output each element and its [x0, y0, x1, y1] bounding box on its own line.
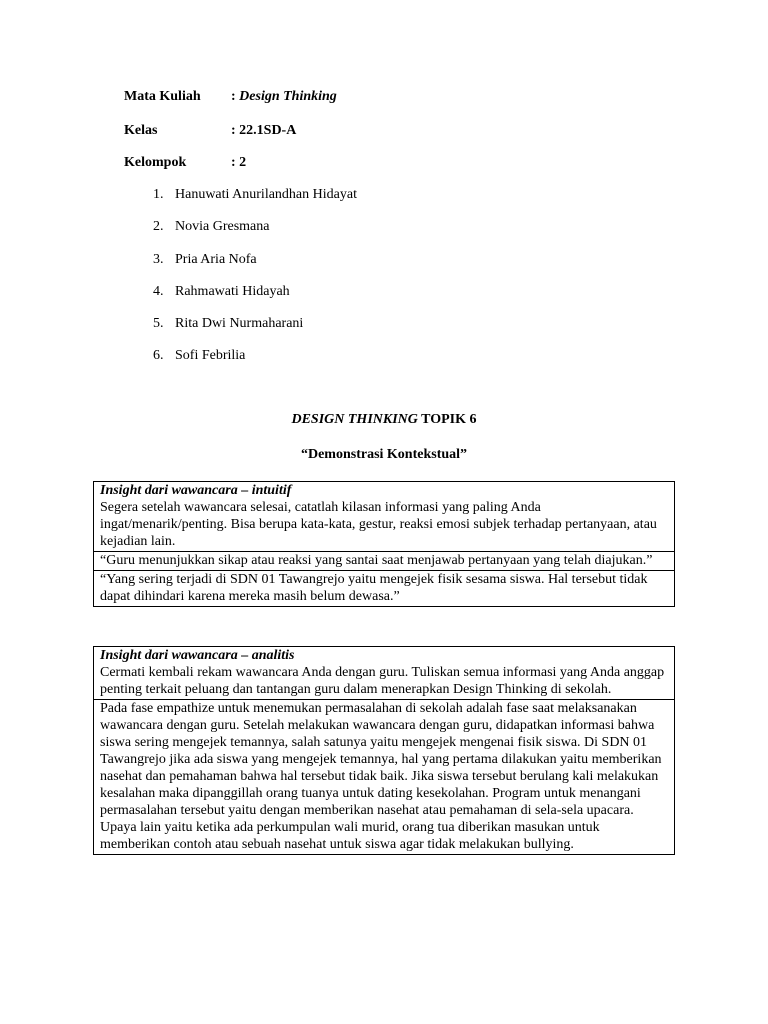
table-row: [94, 571, 675, 607]
insight-intuitif-instruction: Segera setelah wawancara selesai, catatlah kilasan informasi yang paling Anda ingat/menarik/penting. Bisa berupa kata-kata, gestur, reaksi emosi subjek terhadap pertanyaan, atau kejadian lain.: [100, 500, 657, 549]
list-item-number: 5.: [153, 316, 164, 331]
page-title-italic: DESIGN THINKING: [291, 412, 418, 427]
page-title-rest: TOPIK 6: [417, 412, 477, 427]
insight-analitis-answer: Pada fase empathize untuk menemukan permasalahan di sekolah adalah fase saat melaksanakan wawancara dengan guru. Setelah melakukan wawancara dengan guru, didapatkan informasi bahwa siswa sering mengejek temannya, salah satunya yaitu mengejek mengenai fisik siswa. Di SDN 01 Tawangrejo jika ada siswa yang mengejek temannya, hal yang pertama dilakukan yaitu memberikan nasehat dan pemahaman bahwa hal tersebut tidak baik. Jika siswa tersebut berulang kali melakukan kesalahan maka dipanggillah orang tuanya untuk dating kesekolahan. Program untuk menangani permasalahan tersebut yaitu dengan memberikan nasehat atau pemahaman di sela-sela upacara. Upaya lain yaitu ketika ada perkumpulan wali murid, orang tua diberikan masukan untuk memberikan contoh atau sebuah nasehat untuk siswa agar tidak melakukan bullying.: [94, 700, 675, 855]
kelompok-value: : 2: [231, 155, 247, 170]
list-item: [153, 251, 257, 269]
insight-analitis-heading: Insight dari wawancara – analitis: [100, 648, 295, 663]
insight-analitis-header-cell: [94, 647, 675, 700]
kelompok-row: [124, 154, 246, 172]
insight-intuitif-answer-2: “Yang sering terjadi di SDN 01 Tawangrejo yaitu mengejek fisik sesama siswa. Hal tersebut tidak dapat dihindari karena mereka masih belum dewasa.”: [94, 571, 675, 607]
mata-kuliah-row: [124, 88, 337, 106]
table-row: [94, 482, 675, 552]
member-name: Pria Aria Nofa: [175, 252, 257, 267]
insight-intuitif-header-cell: [94, 482, 675, 552]
list-item: [153, 283, 290, 301]
kelas-label: Kelas: [124, 123, 158, 138]
insight-intuitif-answer-1: “Guru menunjukkan sikap atau reaksi yang santai saat menjawab pertanyaan yang telah diajukan.”: [94, 552, 675, 571]
list-item: [153, 218, 269, 236]
list-item-number: 1.: [153, 187, 164, 202]
table-row: [94, 700, 675, 855]
list-item-number: 6.: [153, 348, 164, 363]
insight-intuitif-table: [93, 481, 675, 607]
page-subtitle: “Demonstrasi Kontekstual”: [300, 447, 468, 462]
list-item: [153, 186, 357, 204]
list-item-number: 3.: [153, 252, 164, 267]
member-name: Rahmawati Hidayah: [175, 284, 290, 299]
list-item: [153, 347, 245, 365]
insight-analitis-table: [93, 646, 675, 855]
member-name: Hanuwati Anurilandhan Hidayat: [175, 187, 357, 202]
member-name: Novia Gresmana: [175, 219, 270, 234]
mata-kuliah-label: Mata Kuliah: [124, 89, 201, 104]
list-item: [153, 315, 303, 333]
table-row: [94, 647, 675, 700]
member-name: Sofi Febrilia: [175, 348, 246, 363]
kelas-value: : 22.1SD-A: [231, 123, 297, 138]
kelompok-label: Kelompok: [124, 155, 187, 170]
insight-intuitif-heading: Insight dari wawancara – intuitif: [100, 483, 292, 498]
insight-analitis-instruction: Cermati kembali rekam wawancara Anda dengan guru. Tuliskan semua informasi yang Anda anggap penting terkait peluang dan tantangan guru dalam menerapkan Design Thinking di sekolah.: [100, 665, 665, 697]
page-title: [0, 411, 768, 429]
table-row: [94, 552, 675, 571]
mata-kuliah-value: Design Thinking: [239, 89, 337, 104]
member-name: Rita Dwi Nurmaharani: [175, 316, 304, 331]
mata-kuliah-colon: :: [231, 89, 240, 104]
list-item-number: 4.: [153, 284, 164, 299]
list-item-number: 2.: [153, 219, 164, 234]
kelas-row: [124, 122, 296, 140]
